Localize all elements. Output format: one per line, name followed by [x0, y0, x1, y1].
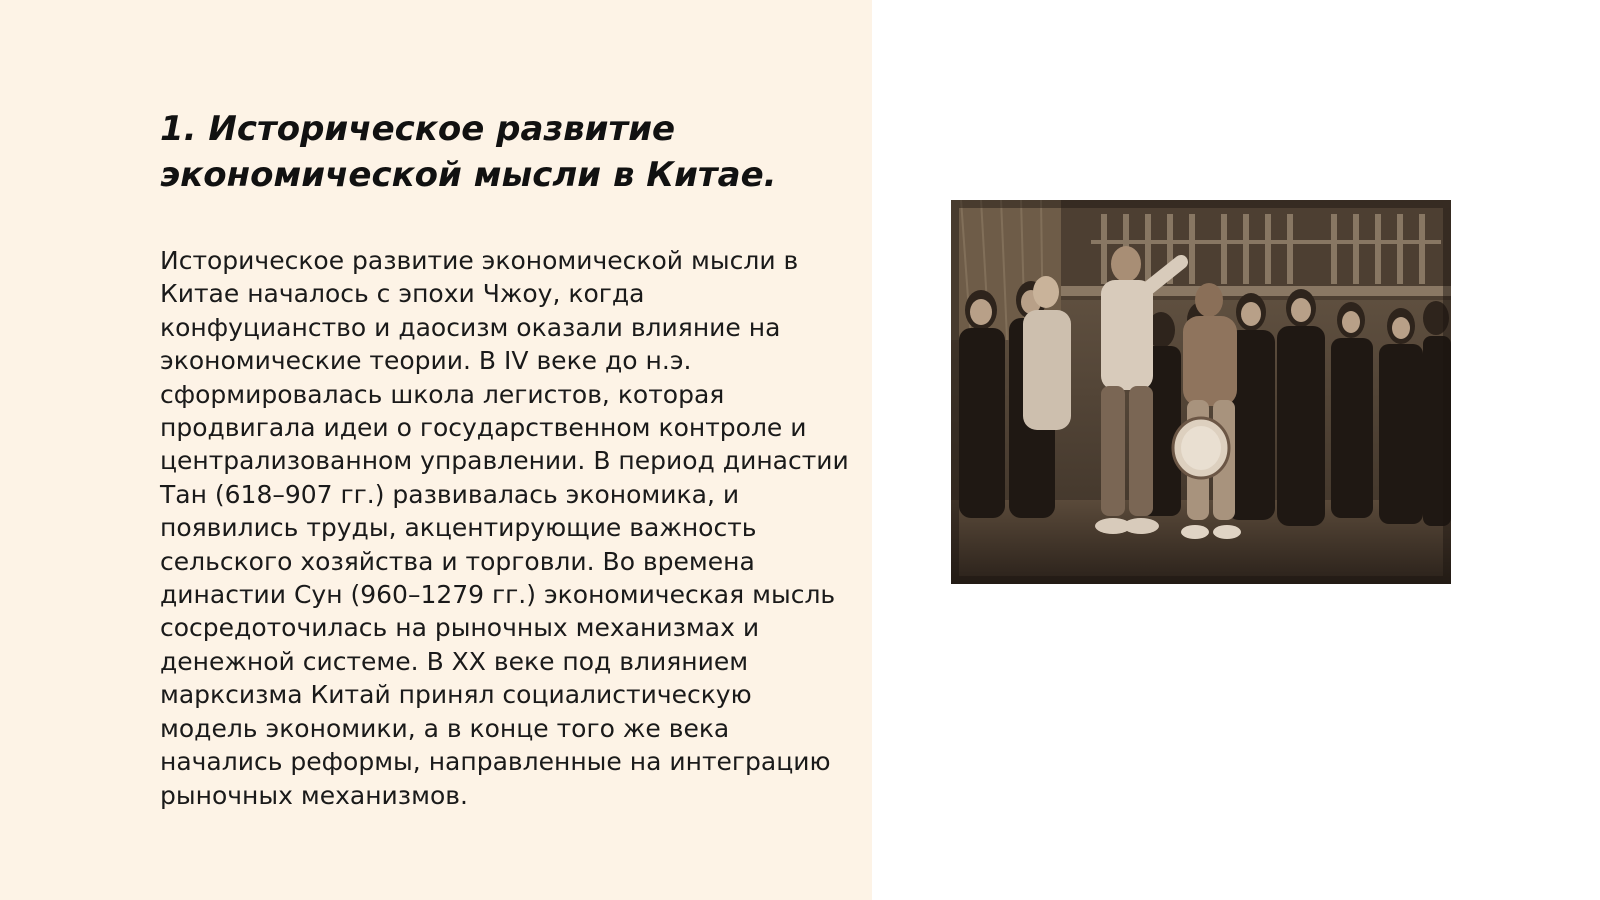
historical-photo [951, 200, 1451, 584]
slide-body-text: Историческое развитие экономической мысли в Китае началось с эпохи Чжоу, когда конфуцианство и даосизм оказали влияние на экономические теории. В IV веке до н.э. сформировалась школа легистов, которая продвигала идеи о государственном контроле и централизованном управлении. В период династии Тан (618–907 гг.) развивалась экономика, и появились труды, акцентирующие важность сельского хозяйства и торговли. Во времена династии Сун (960–1279 гг.) экономическая мысль сосредоточилась на рыночных механизмах и денежной системе. В XX веке под влиянием марксизма Китай принял социалистическую модель экономики, а в конце того же века начались реформы, направленные на интеграцию рыночных механизмов. [160, 246, 849, 810]
slide-title: 1. Историческое развитие экономической мысли в Китае. [160, 109, 777, 195]
street-crowd-photo-icon [951, 200, 1451, 584]
